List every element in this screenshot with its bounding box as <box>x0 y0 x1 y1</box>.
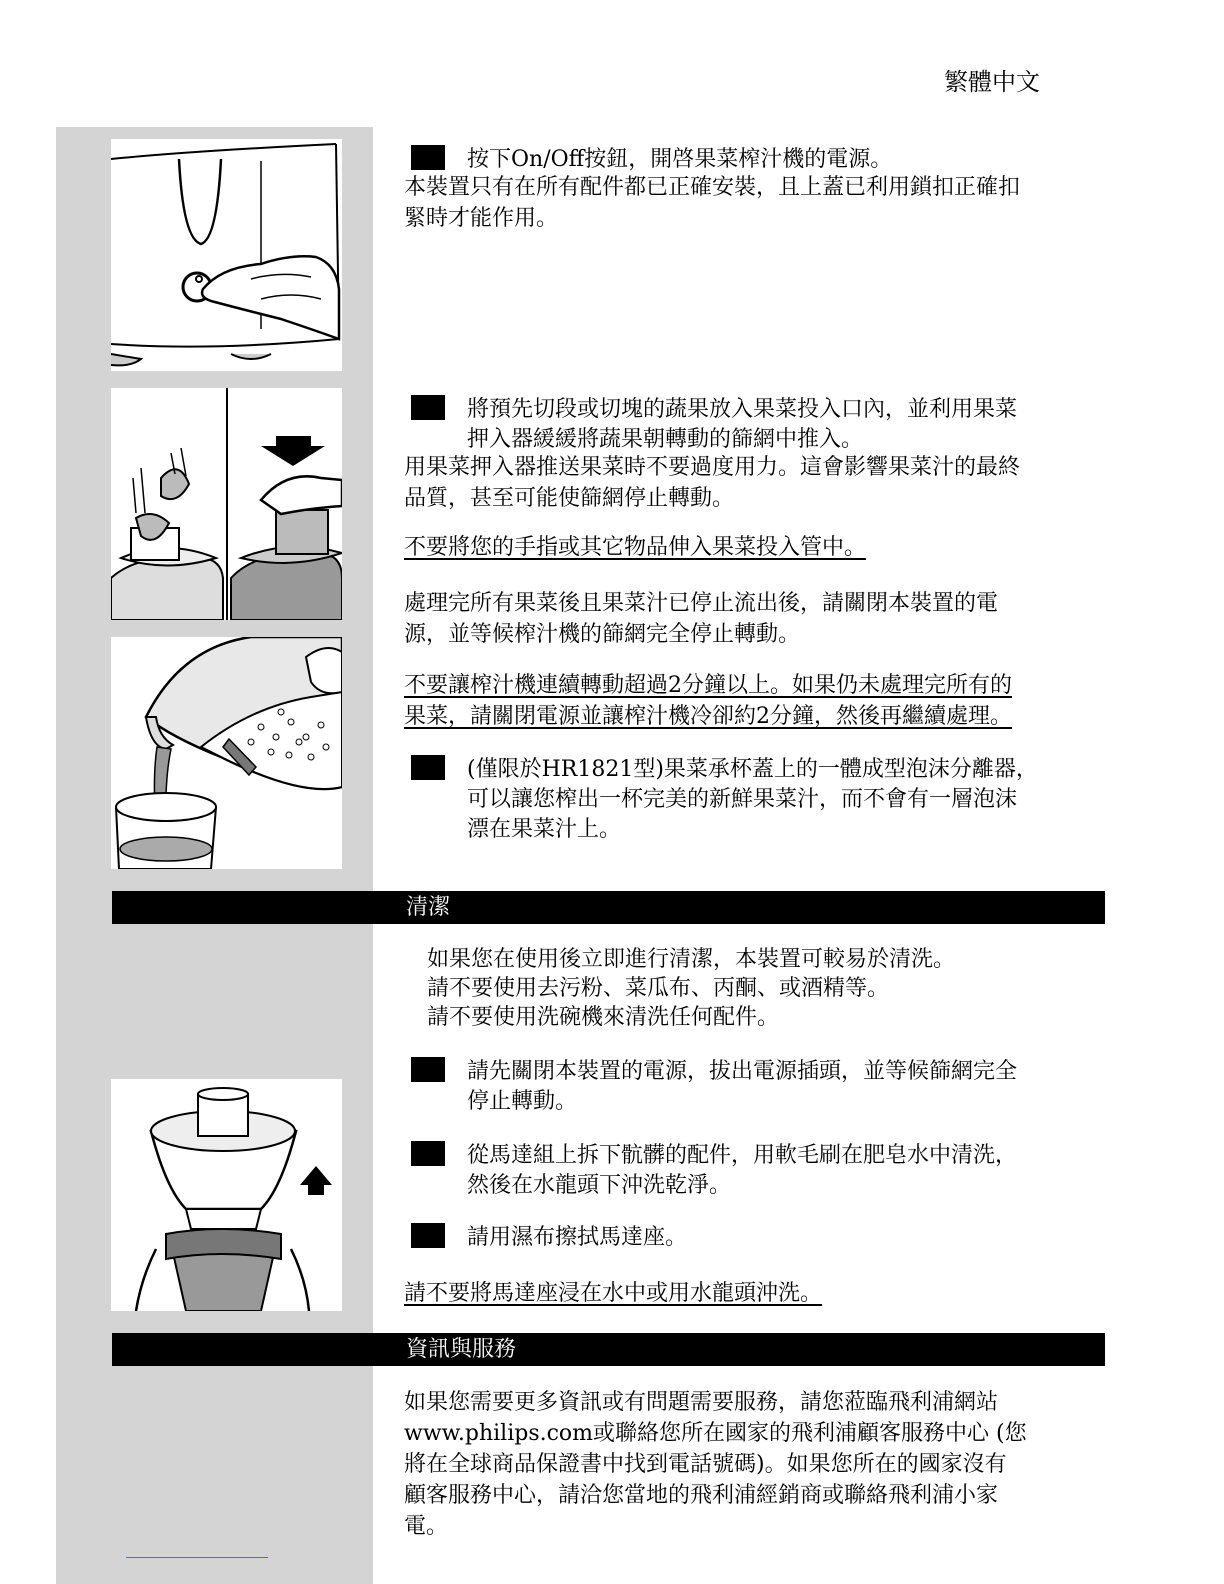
cleaning-step-1: 請先關閉本裝置的電源，拔出電源插頭，並等候篩網完全 停止轉動。 <box>411 1057 1017 1117</box>
push-step: 將預先切段或切塊的蔬果放入果菜投入口內，並利用果菜 押入器緩緩將蔬果朝轉動的篩網中推入。 <box>411 395 1017 455</box>
power-step <box>411 145 892 175</box>
service-heading: 資訊與服務 <box>406 1337 517 1362</box>
power-step-title: 按下On/Off按鈕，開啓果菜榨汁機的電源。 <box>467 147 893 172</box>
runtime-warning: 不要讓榨汁機連續轉動超過2分鐘以上。如果仍未處理完所有的 果菜，請關閉電源並讓榨汁機冷卻約2分鐘，然後再繼續處理。 <box>404 673 1012 729</box>
step-marker <box>411 1223 445 1248</box>
step-marker <box>411 1141 445 1166</box>
cleaning-step-3: 請用濕布擦拭馬達座。 <box>411 1223 687 1253</box>
finger-warning: 不要將您的手指或其它物品伸入果菜投入管中。 <box>404 535 867 560</box>
service-text: 如果您需要更多資訊或有問題需要服務，請您蒞臨飛利浦網站 www.philips.com或聯絡您所在國家的飛利浦顧客服務中心 (您 將在全球商品保證書中找到電話號碼)。如果您所在的國家沒有 顧客服務中心，請洽您當地的飛利浦經銷商或聯絡飛利浦小家 電。 <box>404 1390 1027 1539</box>
turn-off-note: 處理完所有果菜後且果菜汁已停止流出後，請關閉本裝置的電 源，並等候榨汁機的篩網完全停止轉動。 <box>404 591 999 647</box>
step-marker <box>411 1057 445 1082</box>
power-step-note: 本裝置只有在所有配件都已正確安裝，且上蓋已利用鎖扣正確扣 緊時才能作用。 <box>404 175 1021 231</box>
service-heading-bar <box>112 1333 1105 1366</box>
detach-parts-illustration <box>111 1079 342 1311</box>
push-step-note: 用果菜押入器推送果菜時不要過度用力。這會影響果菜汁的最終 品質，甚至可能使篩網停止轉動。 <box>404 455 1021 511</box>
fruit-insertion-illustration <box>111 388 342 620</box>
cleaning-step-2: 從馬達組上拆下骯髒的配件，用軟毛刷在肥皂水中清洗， 然後在水龍頭下沖洗乾淨。 <box>411 1141 1017 1201</box>
power-button-illustration <box>111 139 342 371</box>
juice-pouring-illustration <box>111 637 342 869</box>
link-underline <box>126 1557 268 1558</box>
cleaning-heading-bar <box>112 891 1105 924</box>
cleaning-warning: 請不要將馬達座浸在水中或用水龍頭沖洗。 <box>404 1281 823 1306</box>
step-marker <box>411 145 445 170</box>
language-label: 繁體中文 <box>944 68 1040 96</box>
cleaning-intro: 如果您在使用後立即進行清潔，本裝置可較易於清洗。 請不要使用去污粉、菜瓜布、丙酮、或酒精等。 請不要使用洗碗機來清洗任何配件。 <box>427 947 956 1030</box>
foam-step: (僅限於HR1821型)果菜承杯蓋上的一體成型泡沫分離器， 可以讓您榨出一杯完美的新鮮果菜汁，而不會有一層泡沫 漂在果菜汁上。 <box>411 755 1038 845</box>
cleaning-heading: 清潔 <box>406 895 451 920</box>
step-marker <box>411 395 445 420</box>
step-marker <box>411 755 445 780</box>
